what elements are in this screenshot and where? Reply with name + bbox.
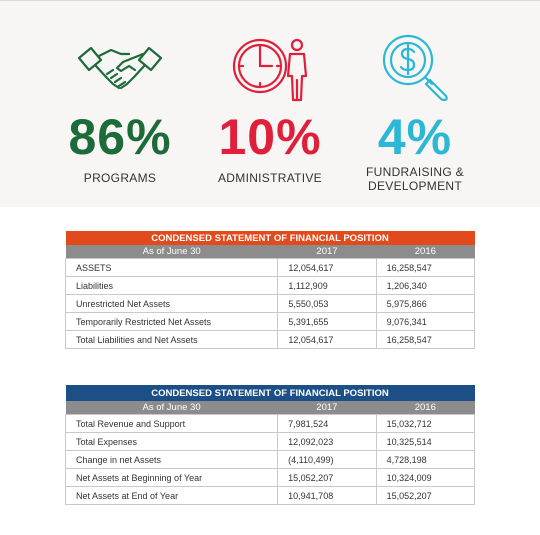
- stat-percent: 86%: [68, 109, 172, 165]
- row-label: Temporarily Restricted Net Assets: [66, 313, 278, 331]
- table-row: [66, 433, 475, 451]
- row-label: ASSETS: [66, 259, 278, 277]
- value-2016: 10,324,009: [376, 469, 474, 487]
- table-title: CONDENSED STATEMENT OF FINANCIAL POSITION: [66, 231, 475, 245]
- financial-position-table-1: [65, 231, 475, 349]
- table-title: CONDENSED STATEMENT OF FINANCIAL POSITION: [66, 385, 475, 401]
- table-header-row: [66, 401, 475, 415]
- value-2017: (4,110,499): [278, 451, 376, 469]
- row-label: Unrestricted Net Assets: [66, 295, 278, 313]
- value-2016: 10,325,514: [376, 433, 474, 451]
- header-as-of: As of June 30: [66, 245, 278, 259]
- value-2016: 16,258,547: [376, 331, 474, 349]
- header-2016: 2016: [376, 401, 474, 415]
- table-row: [66, 451, 475, 469]
- value-2016: 1,206,340: [376, 277, 474, 295]
- value-2017: 1,112,909: [278, 277, 376, 295]
- value-2017: 10,941,708: [278, 487, 376, 505]
- value-2017: 12,054,617: [278, 259, 376, 277]
- row-label: Net Assets at End of Year: [66, 487, 278, 505]
- table-row: [66, 259, 475, 277]
- row-label: Change in net Assets: [66, 451, 278, 469]
- table-row: [66, 295, 475, 313]
- row-label: Liabilities: [66, 277, 278, 295]
- value-2017: 7,981,524: [278, 415, 376, 433]
- value-2016: 5,975,866: [376, 295, 474, 313]
- table-row: [66, 331, 475, 349]
- row-label: Total Expenses: [66, 433, 278, 451]
- value-2017: 5,391,655: [278, 313, 376, 331]
- table-row: [66, 469, 475, 487]
- value-2017: 12,092,023: [278, 433, 376, 451]
- stat-administrative: [200, 0, 340, 207]
- stat-fundraising: [345, 0, 485, 207]
- value-2016: 15,032,712: [376, 415, 474, 433]
- stat-label-line2: DEVELOPMENT: [368, 179, 462, 193]
- value-2016: 15,052,207: [376, 487, 474, 505]
- header-2016: 2016: [376, 245, 474, 259]
- table-header-row: [66, 245, 475, 259]
- stat-percent: 10%: [218, 109, 322, 165]
- header-as-of: As of June 30: [66, 401, 278, 415]
- table-row: [66, 277, 475, 295]
- header-2017: 2017: [278, 245, 376, 259]
- table-row: [66, 487, 475, 505]
- dollar-magnifier-icon: [380, 34, 454, 104]
- stat-percent: 4%: [377, 109, 453, 165]
- value-2016: 16,258,547: [376, 259, 474, 277]
- table-row: [66, 415, 475, 433]
- table-title-row: [66, 385, 475, 401]
- value-2016: 9,076,341: [376, 313, 474, 331]
- header-2017: 2017: [278, 401, 376, 415]
- stat-label: PROGRAMS: [83, 171, 157, 185]
- stat-label: ADMINISTRATIVE: [218, 171, 322, 185]
- row-label: Total Revenue and Support: [66, 415, 278, 433]
- clock-person-icon: [230, 36, 310, 104]
- row-label: Total Liabilities and Net Assets: [66, 331, 278, 349]
- value-2017: 12,054,617: [278, 331, 376, 349]
- stat-programs: [50, 0, 190, 207]
- handshake-icon: [77, 40, 163, 100]
- financial-position-table-2: [65, 385, 475, 505]
- value-2017: 15,052,207: [278, 469, 376, 487]
- table-title-row: [66, 231, 475, 245]
- row-label: Net Assets at Beginning of Year: [66, 469, 278, 487]
- table-row: [66, 313, 475, 331]
- stat-label-line1: FUNDRAISING &: [366, 165, 464, 179]
- value-2017: 5,550,053: [278, 295, 376, 313]
- value-2016: 4,728,198: [376, 451, 474, 469]
